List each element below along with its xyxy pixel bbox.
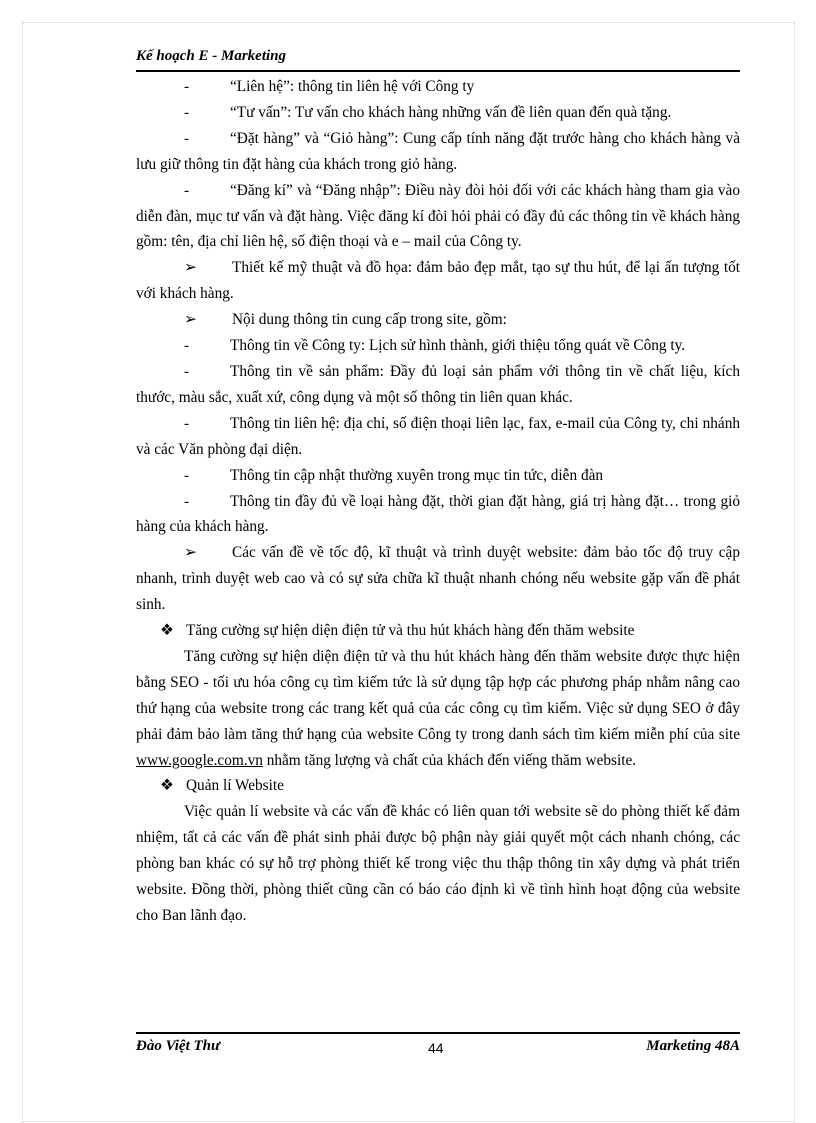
paragraph-order-info: - Thông tin đầy đủ về loại hàng đặt, thời gian đặt hàng, giá trị hàng đặt… trong giỏ hàng của khách hàng.	[136, 492, 740, 536]
diamond-bullet-icon: ❖	[160, 777, 174, 795]
page-border-right	[794, 22, 795, 1122]
paragraph-company-info: - Thông tin về Công ty: Lịch sử hình thành, giới thiệu tổng quát về Công ty.	[184, 337, 686, 355]
header-title: Kế hoạch E - Marketing	[136, 48, 287, 64]
paragraph-presence-heading: ❖ Tăng cường sự hiện diện điện tử và thu hút khách hàng đến thăm website	[136, 618, 740, 644]
page-border-left	[22, 22, 23, 1122]
paragraph-management-heading: ❖ Quản lí Website	[136, 773, 740, 799]
header-rule	[136, 70, 740, 72]
footer-rule	[136, 1032, 740, 1034]
diamond-bullet-icon: ❖	[160, 622, 174, 640]
page-border-bottom	[22, 1121, 794, 1122]
paragraph-contact: - “Liên hệ”: thông tin liên hệ với Công ty	[184, 78, 475, 95]
body-text	[136, 74, 740, 929]
page-number: 44	[428, 1040, 444, 1056]
footer-class: Marketing 48A	[646, 1038, 740, 1054]
paragraph-register-login: - “Đăng kí” và “Đăng nhập”: Điều này đòi hỏi đối với các khách hàng tham gia vào diễn đàn, mục tư vấn và đặt hàng. Việc đăng kí đòi hỏi phải có đầy đủ các thông tin về khách hàng gồm: tên, địa chỉ liên hệ, số điện thoại và e – mail của Công ty.	[136, 181, 740, 251]
google-link[interactable]: www.google.com.vn	[136, 751, 263, 769]
footer-author: Đào Việt Thư	[136, 1038, 220, 1054]
paragraph-news: - Thông tin cập nhật thường xuyên trong mục tin tức, diễn đàn	[184, 466, 604, 484]
paragraph-speed: ➢ Các vấn đề về tốc độ, kĩ thuật và trình duyệt website: đảm bảo tốc độ truy cập nhanh, trình duyệt web cao và có sự sửa chữa kĩ thuật nhanh chóng nếu website gặp vấn đề phát sinh.	[136, 540, 740, 618]
paragraph-content: ➢ Nội dung thông tin cung cấp trong site, gồm:	[136, 307, 740, 333]
paragraph-management: Việc quản lí website và các vấn đề khác có liên quan tới website sẽ do phòng thiết kế đảm nhiệm, tất cả các vấn đề phát sinh phải được bộ phận này giải quyết một cách nhanh chóng, các phòng ban khác có sự hỗ trợ phòng thiết kế trong việc thu thập thông tin xây dựng và phát triển website. Đồng thời, phòng thiết cũng cần có báo cáo định kì về tình hình hoạt động của website cho Ban lãnh đạo.	[136, 803, 740, 924]
paragraph-design: ➢ Thiết kế mỹ thuật và đồ họa: đảm bảo đẹp mắt, tạo sự thu hút, để lại ấn tượng tốt với khách hàng.	[136, 255, 740, 307]
page-footer	[136, 1038, 740, 1060]
paragraph-contact-info: - Thông tin liên hệ: địa chỉ, số điện thoại liên lạc, fax, e-mail của Công ty, chi nhánh và các Văn phòng đại diện.	[136, 414, 740, 458]
arrow-bullet-icon: ➢	[184, 544, 197, 562]
arrow-bullet-icon: ➢	[184, 311, 197, 329]
paragraph-product-info: - Thông tin về sản phẩm: Đầy đủ loại sản phẩm với thông tin về chất liệu, kích thước, màu sắc, xuất xứ, công dụng và một số thông tin liên quan khác.	[136, 362, 740, 406]
arrow-bullet-icon: ➢	[184, 259, 197, 277]
paragraph-seo: Tăng cường sự hiện diện điện tử và thu hút khách hàng đến thăm website được thực hiện bằng SEO - tối ưu hóa công cụ tìm kiếm tức là sử dụng tập hợp các phương pháp nhằm nâng cao thứ hạng của website trong các trang kết quả của các công cụ tìm kiếm. Việc sử dụng SEO ở đây phải đảm bảo làm tăng thứ hạng của website Công ty trong danh sách tìm kiếm miễn phí của site www.google.com.vn nhằm tăng lượng và chất của khách đến viếng thăm website.	[136, 647, 740, 769]
paragraph-consult: - “Tư vấn”: Tư vấn cho khách hàng những vấn đề liên quan đến quà tặng.	[184, 103, 672, 121]
page-border-top	[22, 22, 794, 23]
paragraph-order-cart: - “Đặt hàng” và “Giỏ hàng”: Cung cấp tính năng đặt trước hàng cho khách hàng và lưu giữ thông tin đặt hàng của khách trong giỏ hàng.	[136, 129, 740, 173]
